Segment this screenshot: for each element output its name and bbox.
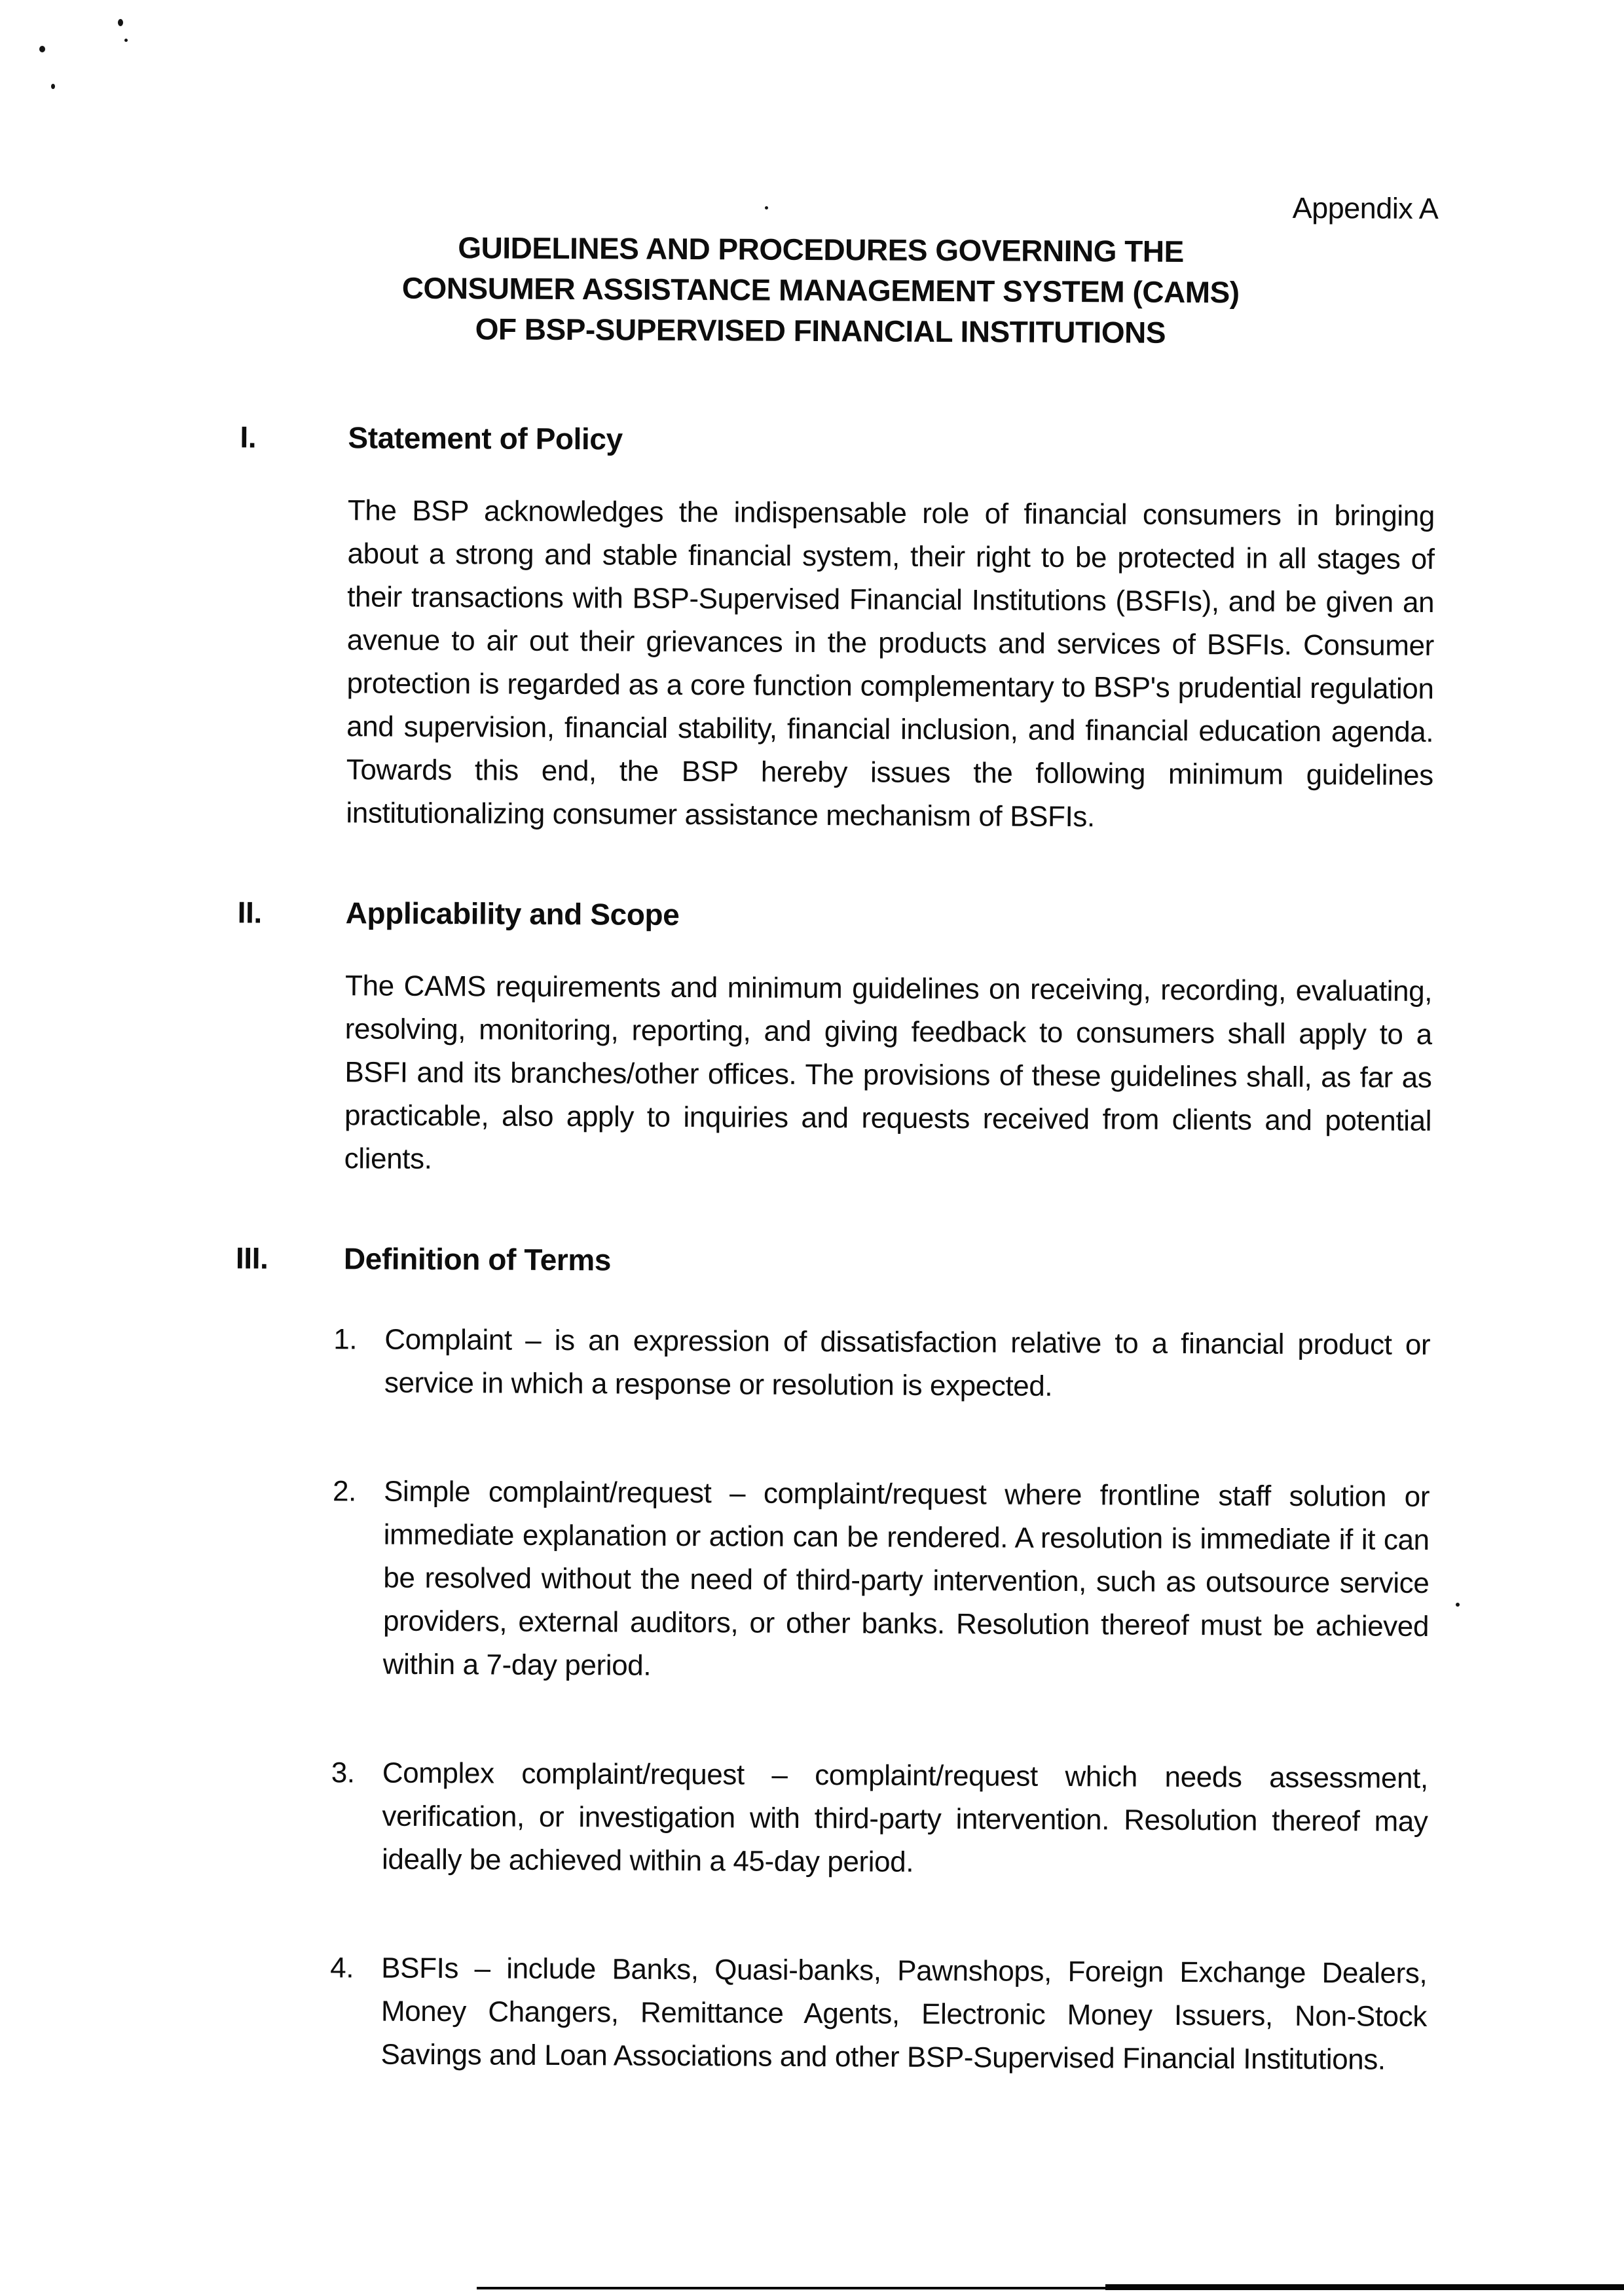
section-numeral: III. bbox=[235, 1241, 268, 1275]
list-item-number: 3. bbox=[331, 1757, 355, 1789]
section-paragraph: The CAMS requirements and minimum guidelines on receiving, recording, evaluating, resolving, monitoring, reporting, and giving feedback to consumers shall apply to a BSFI and its branches/other offices. The provisions of these guidelines shall, as far as practicable, also apply to inquiries and requests received from clients and potential clients. bbox=[344, 970, 1433, 1175]
section-paragraph: The BSP acknowledges the indispensable role of financial consumers in bringing about a strong and stable financial system, their right to be protected in all stages of their transactions with BSP-Supervised Financial Institutions (BSFIs), and be given an avenue to air out their grievances in the products and services of BSFIs. Consumer protection is regarded as a core function complementary to BSP's prudential regulation and supervision, financial stability, financial inclusion, and financial education agenda. Towards this end, the BSP hereby issues the following minimum guidelines institutionalizing consumer assistance mechanism of BSFIs. bbox=[346, 494, 1435, 833]
title-line-3: OF BSP-SUPERVISED FINANCIAL INSTITUTIONS bbox=[475, 312, 1166, 350]
section-definition-of-terms bbox=[231, 1236, 1431, 2082]
section-statement-of-policy bbox=[238, 415, 1435, 841]
list-item-number: 1. bbox=[333, 1323, 358, 1356]
section-heading bbox=[238, 890, 1433, 940]
section-heading bbox=[240, 415, 1435, 465]
definition-list bbox=[231, 1317, 1430, 2082]
section-numeral: I. bbox=[240, 420, 257, 454]
section-heading bbox=[236, 1236, 1431, 1286]
section-title: Definition of Terms bbox=[343, 1241, 612, 1277]
list-item-number: 2. bbox=[332, 1475, 357, 1508]
title-line-1: GUIDELINES AND PROCEDURES GOVERNING THE bbox=[458, 230, 1184, 268]
section-title: Statement of Policy bbox=[348, 420, 623, 456]
list-item-simple-complaint bbox=[332, 1470, 1430, 1692]
list-item-text: Complaint – is an expression of dissatisfaction relative to a financial product or service in which a response or resolution is expected. bbox=[384, 1323, 1431, 1402]
list-item-complex-complaint bbox=[331, 1751, 1428, 1887]
list-item-text: Complex complaint/request – complaint/request which needs assessment, verification, or investigation with third-party intervention. Resolution thereof may ideally be achieved within a 45-day period. bbox=[381, 1757, 1428, 1878]
list-item-text: Simple complaint/request – complaint/request where frontline staff solution or immediate explanation or action can be rendered. A resolution is immediate if it can be resolved without the need of third-party intervention, such as outsource service providers, external auditors, or other banks. Resolution thereof must be achieved within a 7-day period. bbox=[382, 1475, 1430, 1682]
list-item-complaint bbox=[333, 1318, 1431, 1410]
appendix-label: Appendix A bbox=[1292, 191, 1439, 226]
list-item-text: BSFIs – include Banks, Quasi-banks, Pawnshops, Foreign Exchange Dealers, Money Changers, Remittance Agents, Electronic Money Issuers, Non-Stock Savings and Loan Associations and other BSP-Supervised Financial Institutions. bbox=[380, 1952, 1428, 2076]
section-title: Applicability and Scope bbox=[345, 896, 680, 932]
section-applicability-and-scope bbox=[236, 890, 1433, 1186]
document-title bbox=[240, 226, 1401, 354]
list-item-number: 4. bbox=[330, 1952, 354, 1984]
scan-artifact-line-thick bbox=[1105, 2284, 1624, 2290]
section-numeral: II. bbox=[237, 895, 262, 930]
title-line-2: CONSUMER ASSISTANCE MANAGEMENT SYSTEM (CAMS) bbox=[401, 270, 1240, 310]
list-item-bsfis bbox=[329, 1946, 1427, 2082]
